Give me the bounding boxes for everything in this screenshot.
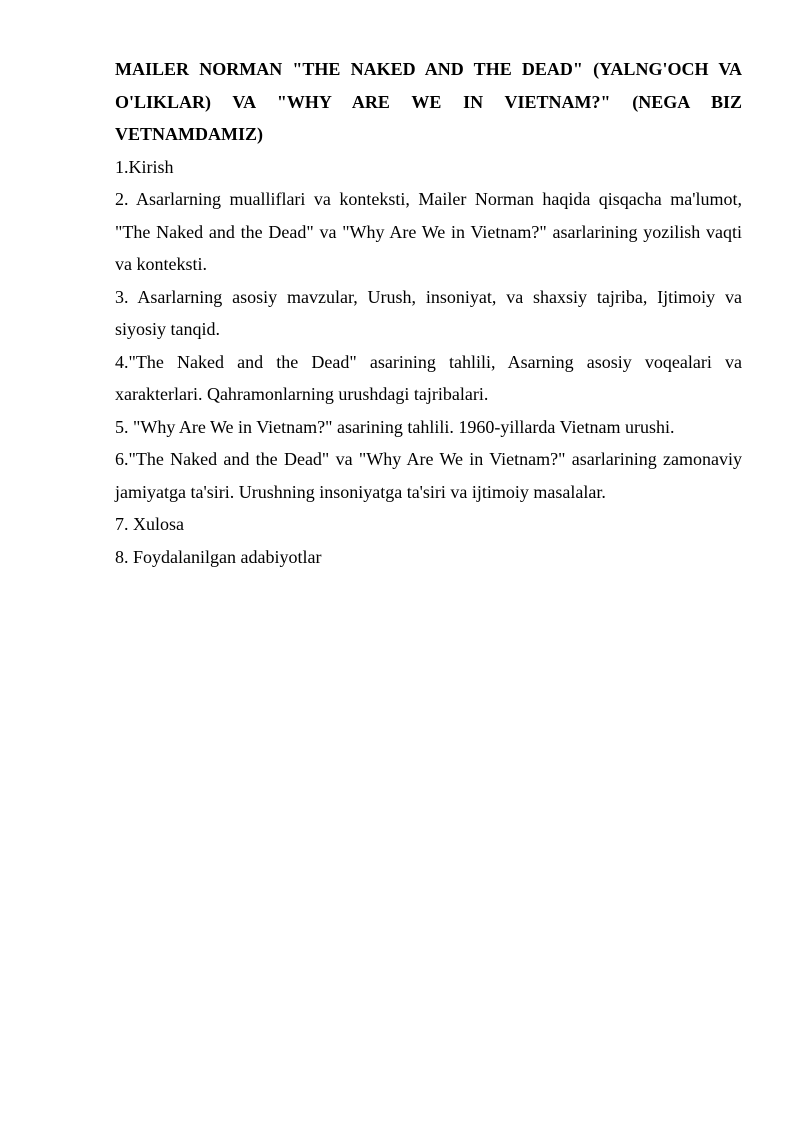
toc-item-introduction: 1.Kirish: [115, 156, 174, 177]
document-content: [115, 53, 742, 573]
table-of-contents: [115, 151, 742, 574]
toc-item-main-themes: 3. Asarlarning asosiy mavzular, Urush, insoniyat, va shaxsiy tajriba, Ijtimoiy va siyosiy tanqid.: [115, 286, 742, 339]
toc-item-references: 8. Foydalanilgan adabiyotlar: [115, 546, 322, 567]
toc-item-authors-context: 2. Asarlarning mualliflari va konteksti, Mailer Norman haqida qisqacha ma'lumot, "The Naked and the Dead" va "Why Are We in Vietnam?" asarlarining yozilish vaqti va konteksti.: [115, 189, 742, 274]
toc-item-modern-impact: 6."The Naked and the Dead" va "Why Are We in Vietnam?" asarlarining zamonaviy jamiyatga ta'siri. Urushning insoniyatga ta'siri va ijtimoiy masalalar.: [115, 449, 742, 502]
toc-item-vietnam-analysis: 5. "Why Are We in Vietnam?" asarining tahlili. 1960-yillarda Vietnam urushi.: [115, 416, 675, 437]
toc-item-naked-and-dead-analysis: 4."The Naked and the Dead" asarining tahlili, Asarning asosiy voqealari va xarakterlari. Qahramonlarning urushdagi tajribalari.: [115, 351, 742, 404]
document-title: MAILER NORMAN "THE NAKED AND THE DEAD" (YALNG'OCH VA O'LIKLAR) VA "WHY ARE WE IN VIETNAM?" (NEGA BIZ VETNAMDAMIZ): [115, 59, 742, 144]
toc-item-conclusion: 7. Xulosa: [115, 514, 184, 534]
